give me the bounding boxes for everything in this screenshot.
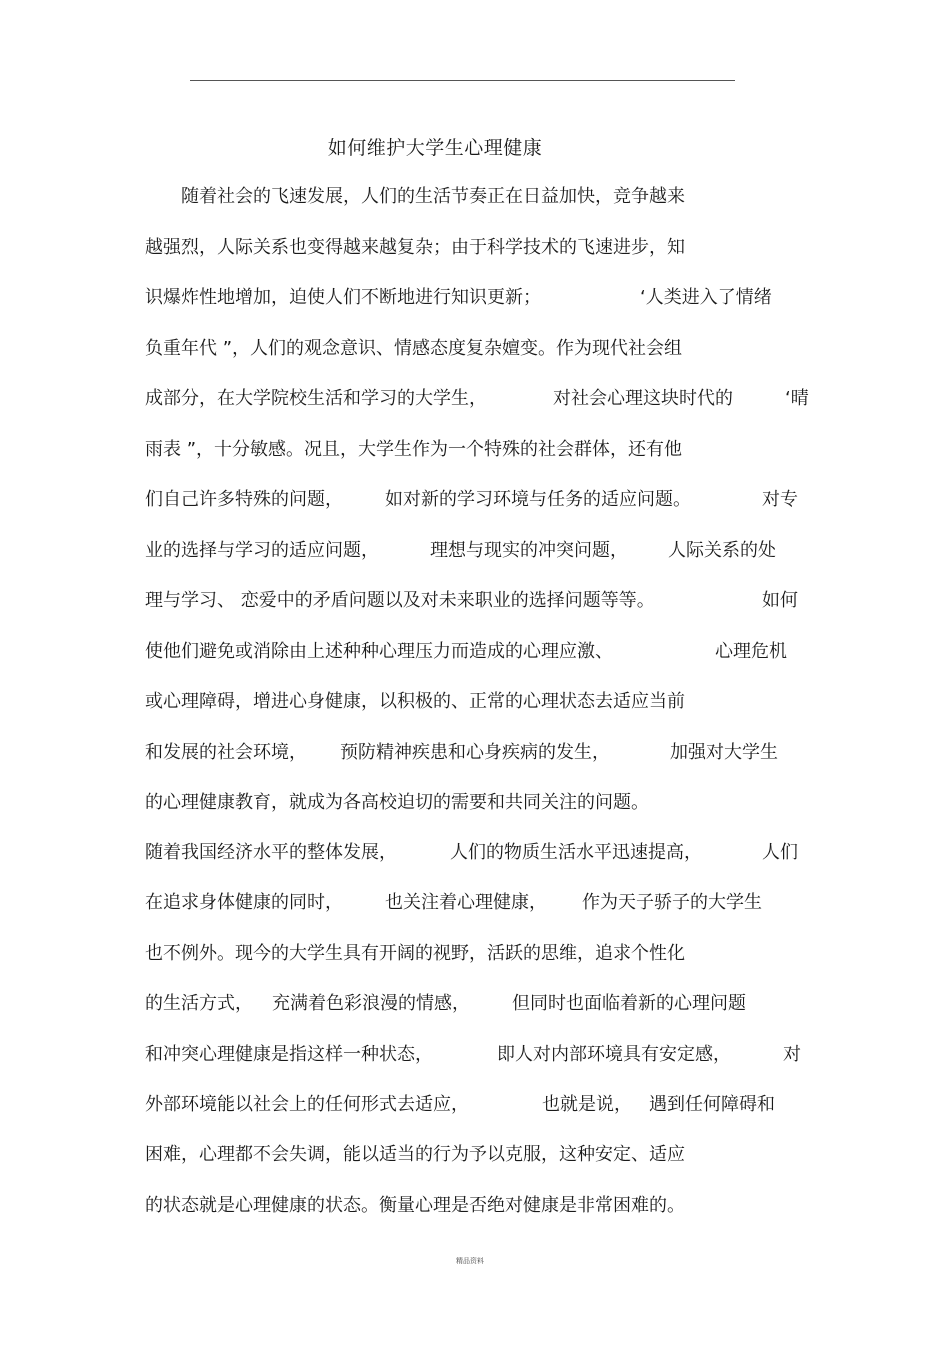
text-segment: 如对新的学习环境与任务的适应问题。	[385, 489, 691, 510]
text-segment: 越强烈，人际关系也变得越来越复杂；由于科学技术的飞速进步，知	[145, 237, 685, 258]
text-segment: 加强对大学生	[670, 742, 778, 763]
text-segment: 成部分，在大学院校生活和学习的大学生，	[145, 388, 487, 409]
header-rule	[190, 80, 735, 81]
text-segment: 人们	[762, 842, 798, 863]
text-segment: 也关注着心理健康，	[385, 892, 547, 913]
text-segment: 预防精神疾患和心身疾病的发生，	[340, 742, 610, 763]
text-segment: 人际关系的处	[668, 540, 776, 561]
text-segment: 但同时也面临着新的心理问题	[512, 993, 746, 1014]
text-segment: 作为天子骄子的大学生	[582, 892, 762, 913]
text-segment: 的状态就是心理健康的状态。衡量心理是否绝对健康是非常困难的。	[145, 1195, 685, 1216]
text-segment: 即人对内部环境具有安定感，	[497, 1044, 731, 1065]
text-segment: 负重年代 ”，人们的观念意识、情感态度复杂嬗变。作为现代社会组	[145, 338, 683, 359]
text-segment: 对社会心理这块时代的	[553, 388, 733, 409]
text-segment: 也就是说，	[542, 1094, 632, 1115]
text-segment: 理与学习、 恋爱中的矛盾问题以及对未来职业的选择问题等等。	[145, 590, 655, 611]
text-segment: 识爆炸性地增加，迫使人们不断地进行知识更新；	[145, 287, 541, 308]
page-footer: 精品资料	[456, 1257, 484, 1265]
text-segment: ‘晴	[785, 388, 809, 409]
text-segment: ‘人类进入了情绪	[640, 287, 772, 308]
text-segment: 业的选择与学习的适应问题，	[145, 540, 379, 561]
text-segment: 的心理健康教育，就成为各高校迫切的需要和共同关注的问题。	[145, 792, 649, 813]
text-segment: 遇到任何障碍和	[649, 1094, 775, 1115]
text-segment: 随着我国经济水平的整体发展，	[145, 842, 397, 863]
text-segment: 理想与现实的冲突问题，	[430, 540, 628, 561]
text-segment: 人们的物质生活水平迅速提高，	[450, 842, 702, 863]
text-segment: 对专	[762, 489, 798, 510]
text-segment: 外部环境能以社会上的任何形式去适应，	[145, 1094, 469, 1115]
text-segment: 困难，心理都不会失调，能以适当的行为予以克服，这种安定、适应	[145, 1144, 685, 1165]
text-segment: 如何	[762, 590, 798, 611]
text-segment: 对	[783, 1044, 801, 1065]
document-title: 如何维护大学生心理健康	[327, 137, 543, 159]
text-segment: 也不例外。现今的大学生具有开阔的视野，活跃的思维，追求个性化	[145, 943, 685, 964]
text-segment: 和冲突心理健康是指这样一种状态，	[145, 1044, 433, 1065]
text-segment: 或心理障碍，增进心身健康，以积极的、正常的心理状态去适应当前	[145, 691, 685, 712]
text-segment: 随着社会的飞速发展，人们的生活节奏正在日益加快，竞争越来	[181, 186, 685, 207]
text-segment: 的生活方式，	[145, 993, 253, 1014]
text-segment: 使他们避免或消除由上述种种心理压力而造成的心理应激、	[145, 641, 613, 662]
text-segment: 和发展的社会环境，	[145, 742, 307, 763]
text-segment: 心理危机	[715, 641, 787, 662]
text-segment: 雨表 ”，十分敏感。况且，大学生作为一个特殊的社会群体，还有他	[145, 439, 683, 460]
text-segment: 充满着色彩浪漫的情感，	[272, 993, 470, 1014]
text-segment: 们自己许多特殊的问题，	[145, 489, 343, 510]
text-segment: 在追求身体健康的同时，	[145, 892, 343, 913]
